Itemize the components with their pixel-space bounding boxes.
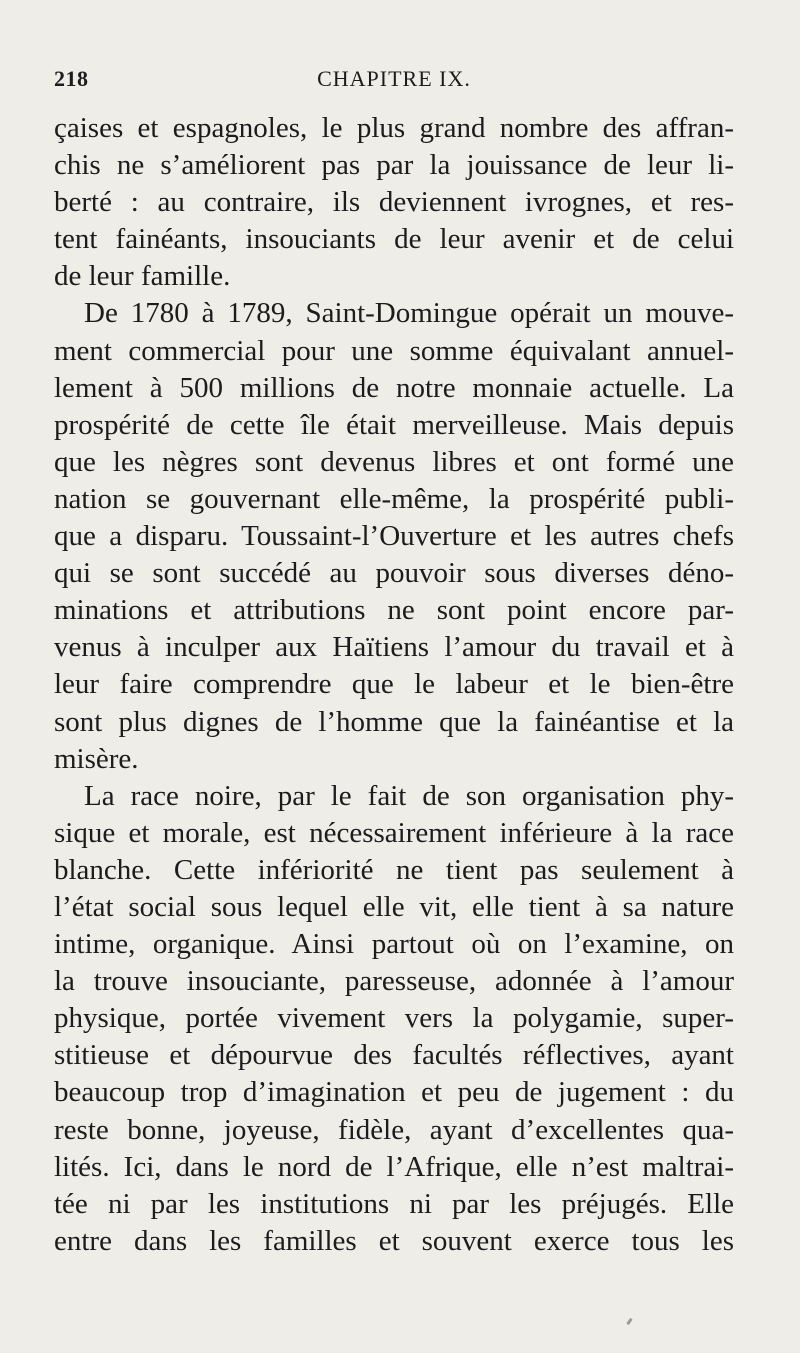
text-line: leur faire comprendre que le labeur et le bien-être	[54, 668, 734, 701]
text-line: çaises et espagnoles, le plus grand nombre des affran-	[54, 112, 734, 144]
text-line: qui se sont succédé au pouvoir sous diverses déno-	[54, 557, 734, 590]
text-line: que a disparu. Toussaint-l’Ouverture et les autres chefs	[54, 520, 734, 553]
text-line: lement à 500 millions de notre monnaie actuelle. La	[54, 371, 734, 404]
text-line: sique et morale, est nécessairement inférieure à la race	[54, 816, 734, 849]
paper-speck	[626, 1318, 632, 1325]
text-line: stitieuse et dépourvue des facultés réflectives, ayant	[54, 1039, 734, 1072]
text-line: l’état social sous lequel elle vit, elle tient à sa nature	[54, 890, 734, 923]
text-line: ment commercial pour une somme équivalant annuel-	[54, 334, 734, 367]
text-line: venus à inculper aux Haïtiens l’amour du travail et à	[54, 631, 734, 664]
text-line: la trouve insouciante, paresseuse, adonnée à l’amour	[54, 965, 734, 998]
body-text	[54, 110, 734, 1260]
text-line: blanche. Cette infériorité ne tient pas seulement à	[54, 853, 734, 886]
text-line: De 1780 à 1789, Saint-Domingue opérait un mouve-	[84, 297, 734, 330]
text-line: que les nègres sont devenus libres et ont formé une	[54, 445, 734, 478]
text-line: minations et attributions ne sont point encore par-	[54, 594, 734, 627]
text-line: chis ne s’améliorent pas par la jouissance de leur li-	[54, 149, 734, 182]
text-line: prospérité de cette île était merveilleuse. Mais depuis	[54, 408, 734, 441]
text-line: berté : au contraire, ils deviennent ivrognes, et res-	[54, 186, 734, 219]
chapter-title: CHAPITRE IX.	[317, 66, 471, 91]
page-number: 218	[54, 66, 89, 91]
text-line: nation se gouvernant elle-même, la prospérité publi-	[54, 482, 734, 515]
text-line: beaucoup trop d’imagination et peu de jugement : du	[54, 1076, 734, 1109]
text-line: intime, organique. Ainsi partout où on l’examine, on	[54, 928, 734, 961]
text-line: sont plus dignes de l’homme que la fainéantise et la	[54, 705, 734, 738]
text-line: physique, portée vivement vers la polygamie, super-	[54, 1002, 734, 1035]
text-line: La race noire, par le fait de son organisation phy-	[84, 779, 734, 812]
text-line: lités. Ici, dans le nord de l’Afrique, elle n’est maltrai-	[54, 1150, 734, 1183]
text-line: entre dans les familles et souvent exerce tous les	[54, 1224, 734, 1257]
text-line: tent fainéants, insouciants de leur avenir et de celui	[54, 223, 734, 256]
text-line: tée ni par les institutions ni par les préjugés. Elle	[54, 1187, 734, 1220]
text-line: reste bonne, joyeuse, fidèle, ayant d’excellentes qua-	[54, 1113, 734, 1146]
text-line: misère.	[54, 742, 139, 775]
text-line: de leur famille.	[54, 260, 231, 293]
running-head	[54, 66, 734, 96]
